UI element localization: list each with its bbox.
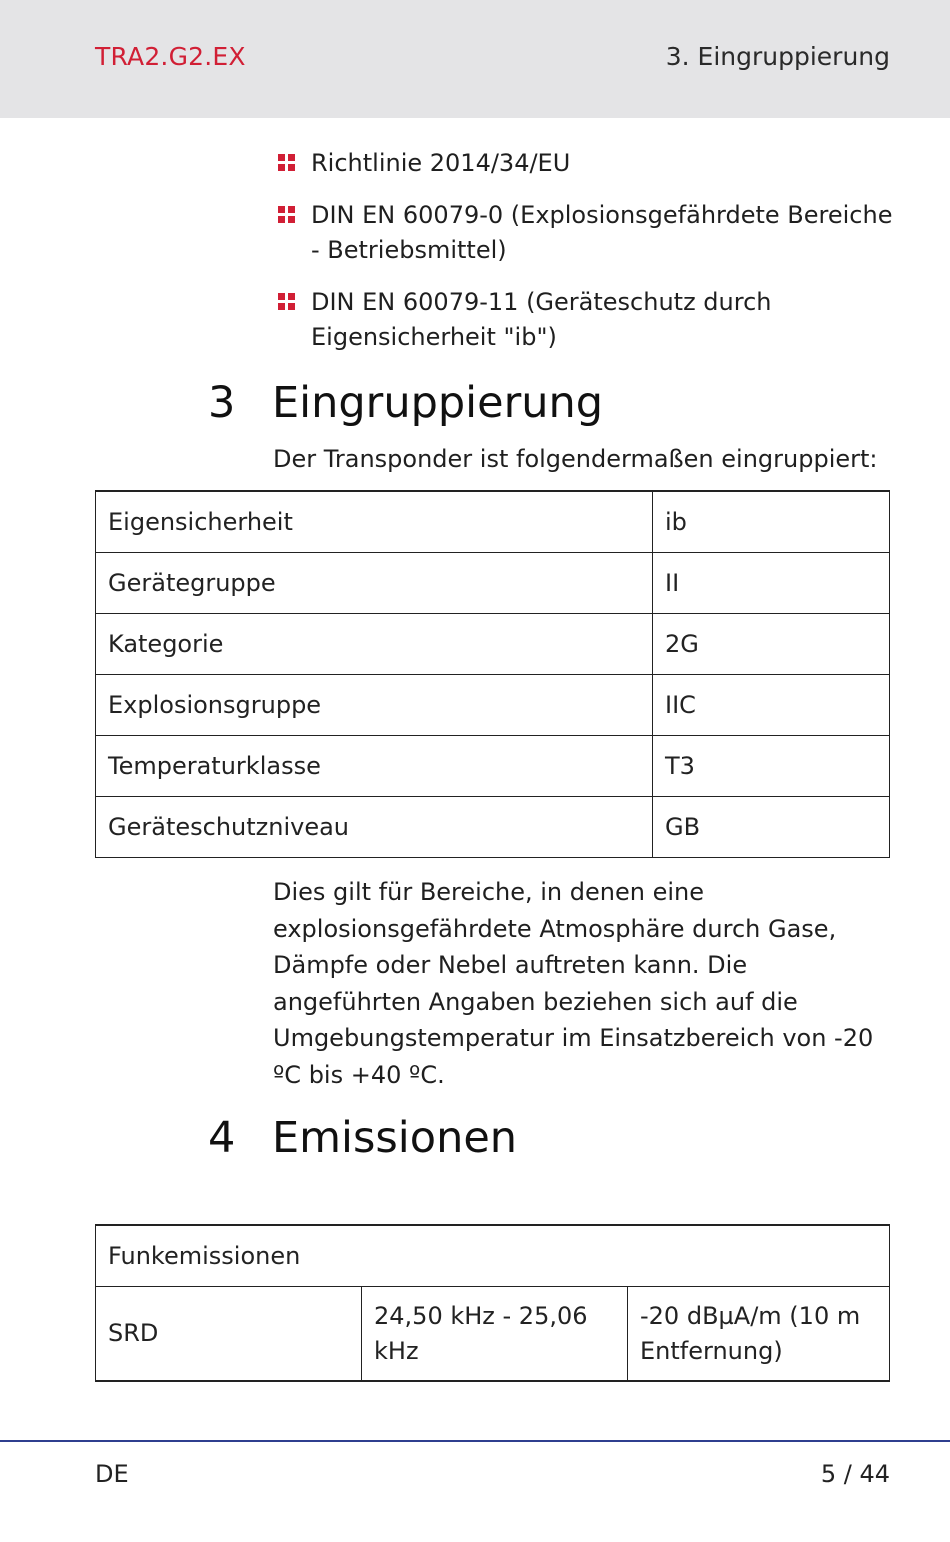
- table-cell-label: Geräteschutzniveau: [96, 797, 653, 858]
- table-header-row: [96, 1225, 890, 1287]
- footer-language: DE: [95, 1460, 129, 1488]
- table-row: [96, 1287, 890, 1382]
- table-row: [96, 797, 890, 858]
- square-bullet-icon: [278, 293, 296, 311]
- table-cell-value: GB: [653, 797, 890, 858]
- list-item: [278, 285, 898, 355]
- table-cell-value: 2G: [653, 614, 890, 675]
- table-row: [96, 553, 890, 614]
- emissions-table: [95, 1224, 890, 1382]
- applicability-note: Dies gilt für Bereiche, in denen eine explosionsgefährdete Atmosphäre durch Gase, Dämpfe oder Nebel auftreten kann. Die angeführten Angaben beziehen sich auf die Umgebungstemperatur im Einsatzbereich von -20 ºC bis +40 ºC.: [273, 878, 874, 1089]
- standards-list: [278, 146, 898, 372]
- page-header: [0, 0, 950, 118]
- square-bullet-icon: [278, 206, 296, 224]
- table-cell-label: Explosionsgruppe: [96, 675, 653, 736]
- table-cell-value: II: [653, 553, 890, 614]
- running-section-title: 3. Eingruppierung: [665, 42, 890, 71]
- table-row: [96, 675, 890, 736]
- table-cell-label: Eigensicherheit: [96, 491, 653, 553]
- page-number: 5 / 44: [820, 1460, 890, 1488]
- product-name: TRA2.G2.EX: [95, 42, 246, 71]
- table-cell-label: Gerätegruppe: [96, 553, 653, 614]
- table-row: [96, 614, 890, 675]
- section-heading-3: [208, 378, 603, 428]
- section-heading-4: [208, 1113, 517, 1163]
- list-item-text: DIN EN 60079-11 (Geräteschutz durch Eigensicherheit "ib"): [311, 288, 772, 351]
- level-cell: -20 dBµA/m (10 m Entfernung): [628, 1287, 890, 1382]
- footer-divider: [0, 1440, 950, 1442]
- list-item-text: DIN EN 60079-0 (Explosionsgefährdete Bereiche - Betriebsmittel): [311, 201, 893, 264]
- list-item: [278, 146, 898, 181]
- table-cell-label: Temperaturklasse: [96, 736, 653, 797]
- table-cell-value: T3: [653, 736, 890, 797]
- classification-table: [95, 490, 890, 858]
- list-item: [278, 198, 898, 268]
- table-header-cell: Funkemissionen: [96, 1225, 890, 1287]
- table-cell-value: ib: [653, 491, 890, 553]
- section-title: Eingruppierung: [272, 378, 604, 428]
- table-cell-value: IIC: [653, 675, 890, 736]
- square-bullet-icon: [278, 154, 296, 172]
- table-row: [96, 491, 890, 553]
- table-cell-label: Kategorie: [96, 614, 653, 675]
- frequency-cell: 24,50 kHz - 25,06 kHz: [362, 1287, 628, 1382]
- section-title: Emissionen: [272, 1113, 518, 1163]
- list-item-text: Richtlinie 2014/34/EU: [311, 149, 571, 177]
- section-number: 3: [208, 378, 236, 428]
- emission-type-cell: SRD: [96, 1287, 362, 1382]
- section-number: 4: [208, 1113, 236, 1163]
- section-intro: Der Transponder ist folgendermaßen eingruppiert:: [273, 445, 878, 473]
- table-row: [96, 736, 890, 797]
